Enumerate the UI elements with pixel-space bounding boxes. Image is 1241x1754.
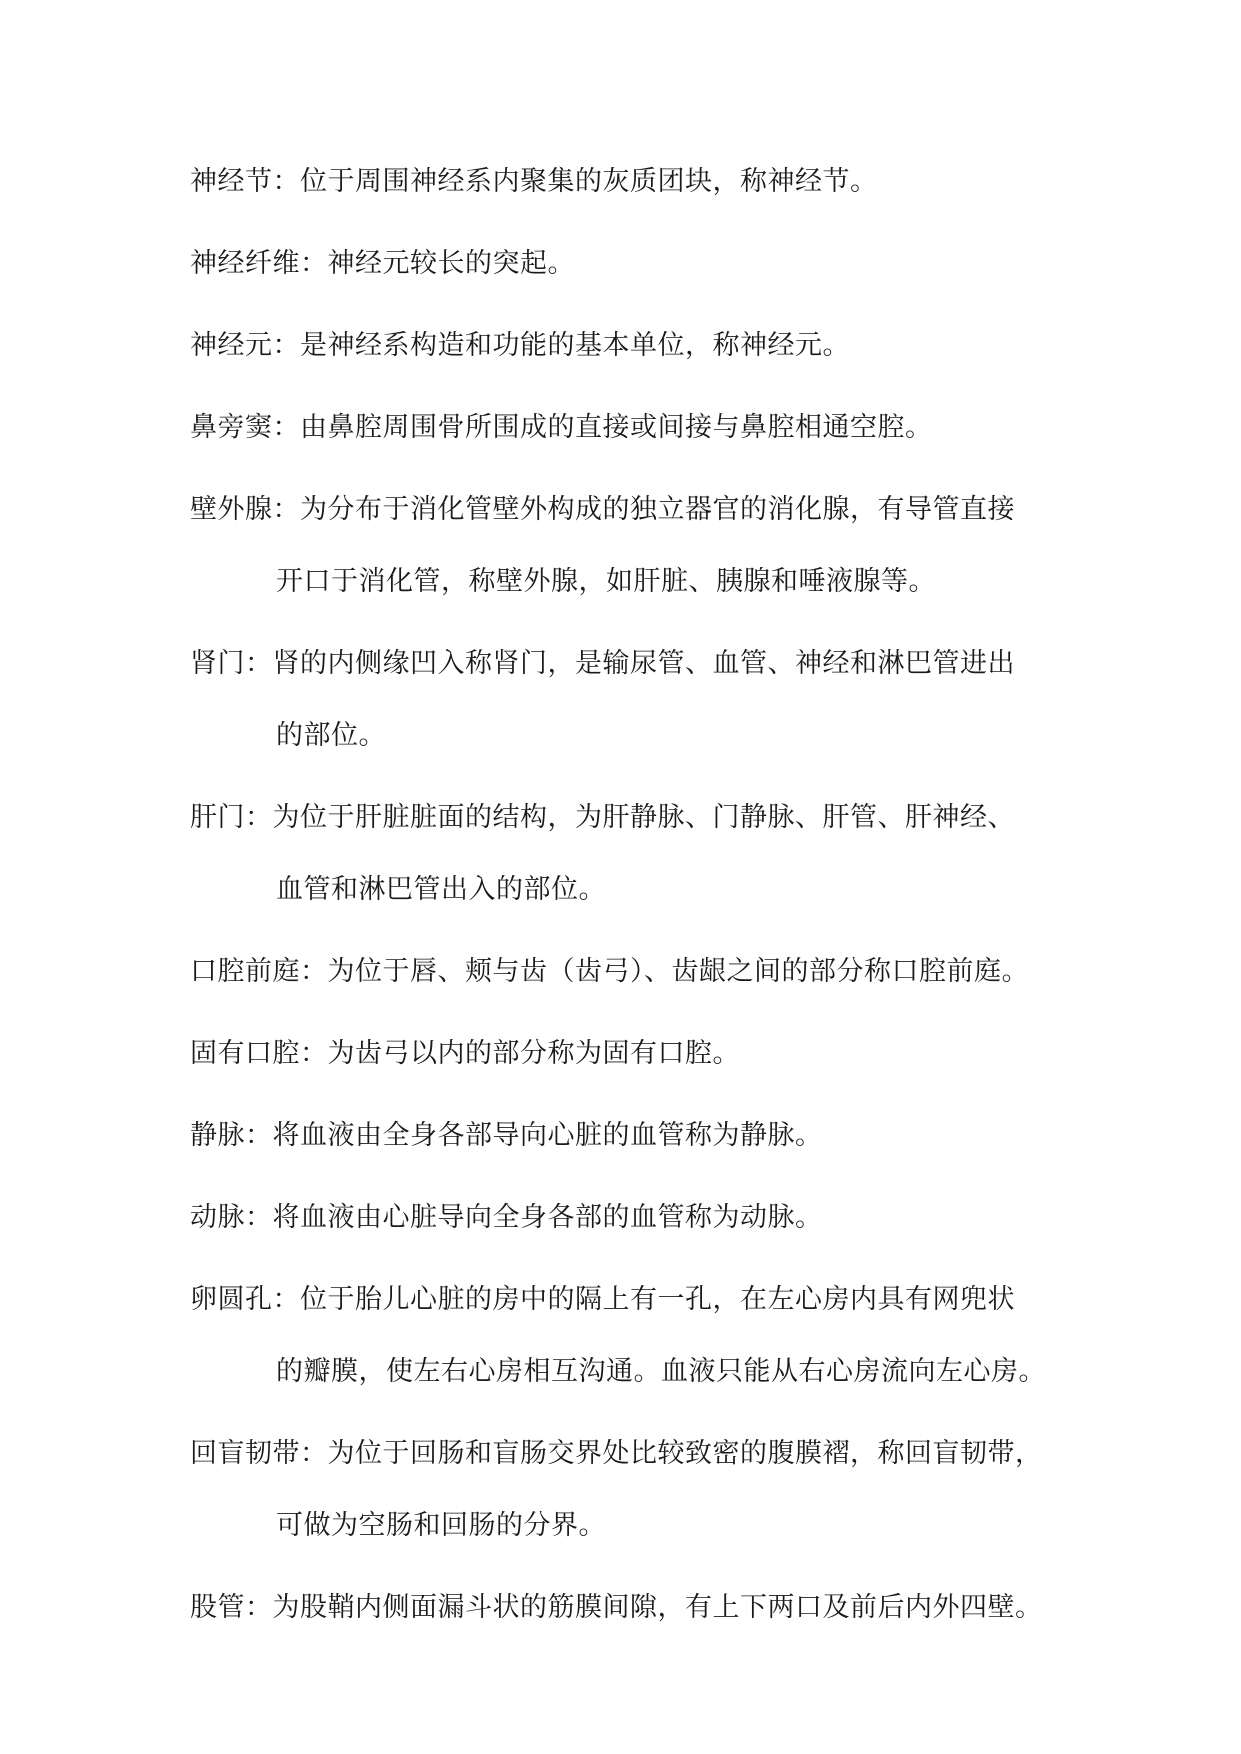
definition-entry [190,1100,1070,1172]
definition-text-continued: 血管和淋巴管出入的部位。 [276,874,606,905]
definition-entry [190,1264,1070,1408]
definition-text: 肝门：为位于肝脏脏面的结构，为肝静脉、门静脉、肝管、肝神经、 [190,802,1015,833]
definition-entry [190,474,1070,618]
definition-text: 静脉：将血液由全身各部导向心脏的血管称为静脉。 [190,1120,823,1151]
definition-text-continued: 的瓣膜，使左右心房相互沟通。血液只能从右心房流向左心房。 [276,1356,1046,1387]
definition-text: 固有口腔：为齿弓以内的部分称为固有口腔。 [190,1038,740,1069]
definition-entry [190,936,1070,1008]
definition-text-continued: 开口于消化管，称壁外腺，如肝脏、胰腺和唾液腺等。 [276,566,936,597]
definition-entry [190,228,1070,300]
definition-text: 动脉：将血液由心脏导向全身各部的血管称为动脉。 [190,1202,823,1233]
definition-entry [190,1182,1070,1254]
definition-text: 壁外腺：为分布于消化管壁外构成的独立器官的消化腺，有导管直接 [190,494,1015,525]
definition-text-continued: 的部位。 [276,720,386,751]
definition-text: 卵圆孔：位于胎儿心脏的房中的隔上有一孔，在左心房内具有网兜状 [190,1284,1015,1315]
definition-text: 回盲韧带：为位于回肠和盲肠交界处比较致密的腹膜褶，称回盲韧带， [190,1438,1043,1469]
definition-text: 神经纤维：神经元较长的突起。 [190,248,575,279]
definition-entry [190,1572,1070,1644]
definition-text: 肾门：肾的内侧缘凹入称肾门，是输尿管、血管、神经和淋巴管进出 [190,648,1015,679]
definition-text-continued: 可做为空肠和回肠的分界。 [276,1510,606,1541]
definition-text: 口腔前庭：为位于唇、颊与齿（齿弓）、齿龈之间的部分称口腔前庭。 [190,956,1029,987]
definition-entry [190,1018,1070,1090]
definition-entry [190,628,1070,772]
definition-entry [190,146,1070,218]
definition-text: 神经元：是神经系构造和功能的基本单位，称神经元。 [190,330,850,361]
definition-text: 神经节：位于周围神经系内聚集的灰质团块，称神经节。 [190,166,878,197]
definition-entry [190,392,1070,464]
definition-text: 鼻旁窦：由鼻腔周围骨所围成的直接或间接与鼻腔相通空腔。 [190,412,933,443]
definition-entry [190,310,1070,382]
definition-entry [190,1418,1070,1562]
definition-text: 股管：为股鞘内侧面漏斗状的筋膜间隙，有上下两口及前后内外四壁。 [190,1592,1043,1623]
definition-entry [190,782,1070,926]
